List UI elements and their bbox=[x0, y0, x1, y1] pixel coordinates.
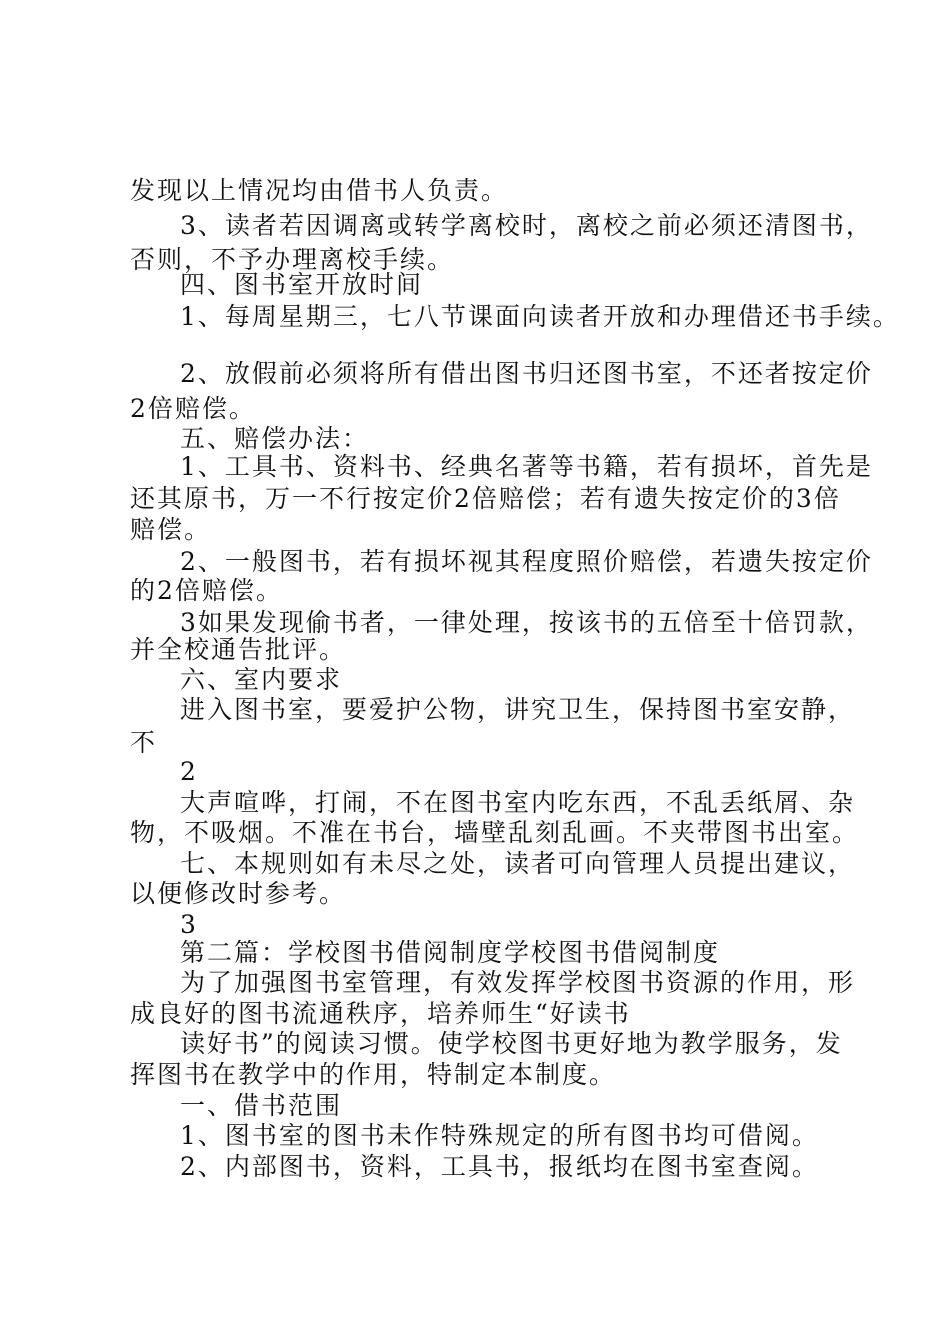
text-line: 并全校通告批评。 bbox=[130, 635, 347, 664]
text-line: 2、一般图书，若有损坏视其程度照价赔偿，若遗失按定价 bbox=[180, 547, 873, 576]
text-line: 七、本规则如有未尽之处，读者可向管理人员提出建议， bbox=[180, 849, 856, 878]
text-line: 为了加强图书室管理，有效发挥学校图书资源的作用，形 bbox=[180, 968, 856, 997]
text-line: 3如果发现偷书者，一律处理，按该书的五倍至十倍罚款， bbox=[180, 608, 873, 637]
text-line: 2倍赔偿。 bbox=[130, 394, 256, 423]
section-heading: 一、借书范围 bbox=[180, 1091, 343, 1120]
text-line: 1、工具书、资料书、经典名著等书籍，若有损坏，首先是 bbox=[180, 452, 873, 481]
page-number: 3 bbox=[180, 910, 198, 939]
section-heading: 四、图书室开放时间 bbox=[180, 270, 424, 299]
text-line: 以便修改时参考。 bbox=[130, 879, 347, 908]
text-line: 2、内部图书，资料，工具书，报纸均在图书室查阅。 bbox=[180, 1152, 819, 1181]
text-line: 3、读者若因调离或转学离校时，离校之前必须还清图书， bbox=[180, 211, 873, 240]
text-line: 还其原书，万一不行按定价2倍赔偿；若有遗失按定价的3倍 bbox=[130, 484, 841, 513]
text-line: 1、图书室的图书未作特殊规定的所有图书均可借阅。 bbox=[180, 1121, 819, 1150]
section-heading: 五、赔偿办法： bbox=[180, 424, 370, 453]
text-line: 不 bbox=[130, 728, 158, 757]
text-line: 进入图书室，要爱护公物，讲究卫生，保持图书室安静， bbox=[180, 695, 856, 724]
section-heading: 第二篇：学校图书借阅制度学校图书借阅制度 bbox=[180, 938, 721, 967]
section-heading: 六、室内要求 bbox=[180, 665, 343, 694]
text-line: 物，不吸烟。不准在书台，墙壁乱刻乱画。不夹带图书出室。 bbox=[130, 818, 860, 847]
page-number: 2 bbox=[180, 757, 198, 786]
text-line: 1、每周星期三，七八节课面向读者开放和办理借还书手续。 bbox=[180, 302, 900, 331]
text-line: 2、放假前必须将所有借出图书归还图书室，不还者按定价 bbox=[180, 359, 873, 388]
text-line: 否则，不予办理离校手续。 bbox=[130, 245, 455, 274]
text-line: 读好书”的阅读习惯。使学校图书更好地为教学服务，发 bbox=[180, 1029, 843, 1058]
text-line: 成良好的图书流通秩序，培养师生“好读书 bbox=[130, 999, 631, 1028]
text-line: 赔偿。 bbox=[130, 515, 212, 544]
text-line: 发现以上情况均由借书人负责。 bbox=[130, 176, 509, 205]
text-line: 大声喧哗，打闹，不在图书室内吃东西，不乱丢纸屑、杂 bbox=[180, 788, 856, 817]
text-line: 的2倍赔偿。 bbox=[130, 576, 283, 605]
text-line: 挥图书在教学中的作用，特制定本制度。 bbox=[130, 1060, 617, 1089]
